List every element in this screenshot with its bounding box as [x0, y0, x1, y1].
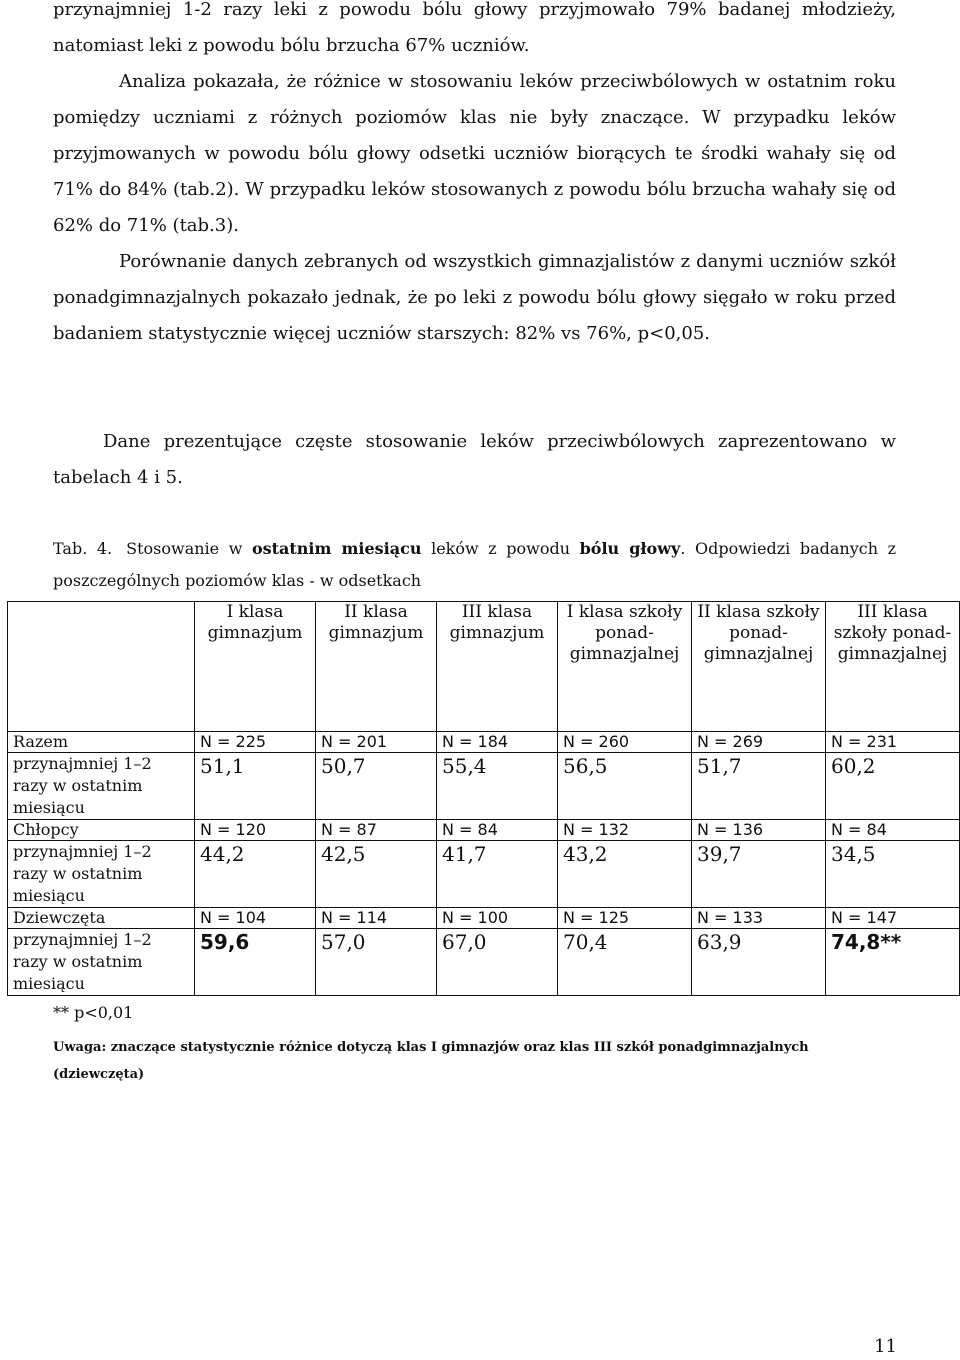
table-cell: 34,5: [826, 841, 960, 908]
table-row-boys-n: [8, 820, 960, 841]
table-cell: N = 231: [826, 732, 960, 753]
page-number: 11: [874, 1336, 897, 1357]
table-cell: 41,7: [437, 841, 558, 908]
table-header-cell: II klasa szkoły ponad-gimnazjalnej: [692, 602, 826, 732]
caption-text-2: leków z powodu: [421, 539, 580, 558]
table-cell: 55,4: [437, 753, 558, 820]
caption-bold-2: bólu głowy: [579, 539, 681, 558]
table-caption: [53, 533, 896, 597]
table-row-boys-values: [8, 841, 960, 908]
paragraph-2: Analiza pokazała, że różnice w stosowaniu leków przeciwbólowych w ostatnim roku pomiędzy uczniami z różnych poziomów klas nie były znaczące. W przypadku leków przyjmowanych w powodu bólu głowy odsetki uczniów biorących te środki wahały się od 71% do 84% (tab.2). W przypadku leków stosowanych z powodu bólu brzucha wahały się od 62% do 71% (tab.3).: [53, 71, 896, 236]
significance-note: ** p<0,01: [53, 1003, 134, 1022]
paragraph-1: przynajmniej 1-2 razy leki z powodu bólu głowy przyjmowało 79% badanej młodzieży, natomiast leki z powodu bólu brzucha 67% uczniów.: [53, 0, 896, 56]
table-cell: 51,7: [692, 753, 826, 820]
table-cell: N = 147: [826, 908, 960, 929]
row-label: przynajmniej 1–2 razy w ostatnim miesiącu: [8, 929, 195, 996]
table-cell: N = 260: [558, 732, 692, 753]
remark-note: Uwaga: znaczące statystycznie różnice dotyczą klas I gimnazjów oraz klas III szkół ponadgimnazjalnych (dziewczęta): [53, 1040, 809, 1082]
table-cell: 57,0: [316, 929, 437, 996]
table-cell: 63,9: [692, 929, 826, 996]
table-cell: N = 84: [437, 820, 558, 841]
table-header-cell: II klasa gimnazjum: [316, 602, 437, 732]
table-row-total-values: [8, 753, 960, 820]
caption-text-1: Stosowanie w: [126, 539, 252, 558]
table-cell: N = 132: [558, 820, 692, 841]
table-header-cell: I klasa szkoły ponad-gimnazjalnej: [558, 602, 692, 732]
row-label: Razem: [8, 732, 195, 753]
paragraph-4: Dane prezentujące częste stosowanie leków przeciwbólowych zaprezentowano w tabelach 4 i 5.: [53, 431, 896, 488]
table-cell: 56,5: [558, 753, 692, 820]
table-cell: 50,7: [316, 753, 437, 820]
table-header-cell: I klasa gimnazjum: [195, 602, 316, 732]
table-cell: N = 184: [437, 732, 558, 753]
table-cell: N = 100: [437, 908, 558, 929]
table-cell-significant: 74,8**: [826, 929, 960, 996]
table-cell: 43,2: [558, 841, 692, 908]
table-cell: N = 133: [692, 908, 826, 929]
table-row-girls-values: [8, 929, 960, 996]
table-cell: 44,2: [195, 841, 316, 908]
table-row-girls-n: [8, 908, 960, 929]
table-cell: N = 84: [826, 820, 960, 841]
table-cell: N = 269: [692, 732, 826, 753]
row-label: przynajmniej 1–2 razy w ostatnim miesiącu: [8, 753, 195, 820]
table-cell: N = 201: [316, 732, 437, 753]
table-row-total-n: [8, 732, 960, 753]
row-label: przynajmniej 1–2 razy w ostatnim miesiącu: [8, 841, 195, 908]
table-cell: 42,5: [316, 841, 437, 908]
table-cell: N = 114: [316, 908, 437, 929]
table-header-row: [8, 602, 960, 732]
table-cell: 70,4: [558, 929, 692, 996]
paragraph-3: Porównanie danych zebranych od wszystkich gimnazjalistów z danymi uczniów szkół ponadgimnazjalnych pokazało jednak, że po leki z powodu bólu głowy sięgało w roku przed badaniem statystycznie więcej uczniów starszych: 82% vs 76%, p<0,05.: [53, 251, 896, 344]
table-cell: N = 136: [692, 820, 826, 841]
table-number: Tab. 4.: [53, 539, 113, 558]
caption-bold-1: ostatnim miesiącu: [251, 539, 422, 558]
table-cell: N = 87: [316, 820, 437, 841]
table-cell: N = 104: [195, 908, 316, 929]
table-cell: 39,7: [692, 841, 826, 908]
data-table: [7, 601, 960, 996]
table-header-cell: III klasa szkoły ponad-gimnazjalnej: [826, 602, 960, 732]
caption-text-3: . Odpowiedzi badanych z poszczególnych poziomów klas - w odsetkach: [53, 539, 897, 590]
table-cell: N = 125: [558, 908, 692, 929]
table-cell: N = 120: [195, 820, 316, 841]
table-cell: 51,1: [195, 753, 316, 820]
table-cell-significant: 59,6: [195, 929, 316, 996]
table-header-cell: III klasa gimnazjum: [437, 602, 558, 732]
table-header-corner: [8, 602, 195, 732]
table-cell: 60,2: [826, 753, 960, 820]
row-label: Chłopcy: [8, 820, 195, 841]
table-cell: N = 225: [195, 732, 316, 753]
row-label: Dziewczęta: [8, 908, 195, 929]
table-cell: 67,0: [437, 929, 558, 996]
